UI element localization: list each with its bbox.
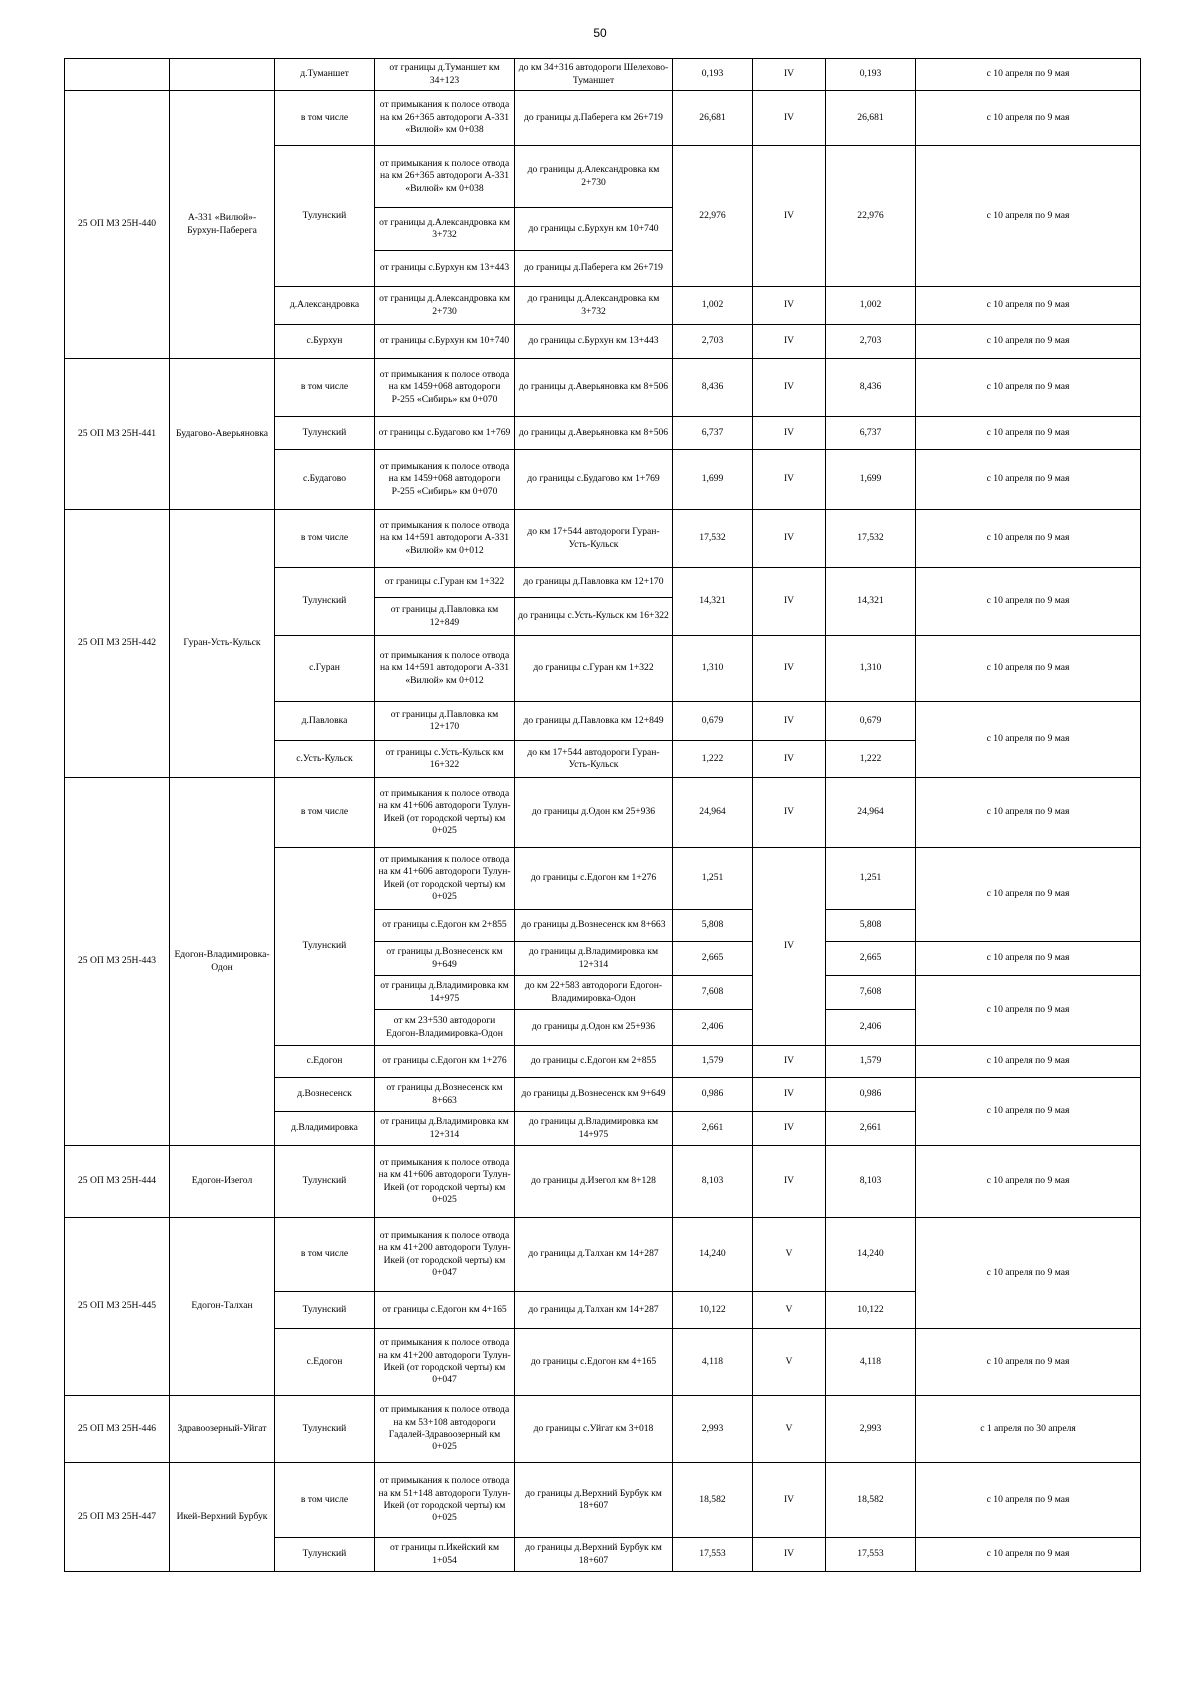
category-cell: IV bbox=[753, 1538, 826, 1572]
restricted-length-cell: 4,118 bbox=[826, 1329, 916, 1396]
from-cell: от примыкания к полосе отвода на км 1459+068 автодороги Р-255 «Сибирь» км 0+070 bbox=[375, 450, 515, 510]
section-cell: с.Бурхун bbox=[275, 325, 375, 359]
period-cell: с 10 апреля по 9 мая bbox=[916, 287, 1141, 325]
road-name-cell: Здравоозерный-Уйгат bbox=[170, 1396, 275, 1463]
section-cell: д.Павловка bbox=[275, 702, 375, 741]
period-cell: с 10 апреля по 9 мая bbox=[916, 1046, 1141, 1078]
restricted-length-cell: 1,002 bbox=[826, 287, 916, 325]
from-cell: от границы с.Бурхун км 10+740 bbox=[375, 325, 515, 359]
to-cell: до км 22+583 автодороги Едогон-Владимировка-Одон bbox=[515, 976, 673, 1010]
section-cell: д.Александровка bbox=[275, 287, 375, 325]
length-cell: 1,699 bbox=[673, 450, 753, 510]
length-cell: 24,964 bbox=[673, 778, 753, 848]
from-cell: от примыкания к полосе отвода на км 41+606 автодороги Тулун-Икей (от городской черты) км 0+025 bbox=[375, 848, 515, 910]
to-cell: до границы с.Бурхун км 13+443 bbox=[515, 325, 673, 359]
restricted-length-cell: 10,122 bbox=[826, 1292, 916, 1329]
period-cell: с 10 апреля по 9 мая bbox=[916, 146, 1141, 287]
category-cell: IV bbox=[753, 1463, 826, 1538]
from-cell: от примыкания к полосе отвода на км 41+606 автодороги Тулун-Икей (от городской черты) км 0+025 bbox=[375, 778, 515, 848]
restricted-length-cell: 8,103 bbox=[826, 1146, 916, 1218]
restricted-length-cell: 24,964 bbox=[826, 778, 916, 848]
to-cell: до границы д.Одон км 25+936 bbox=[515, 1010, 673, 1046]
from-cell: от границы д.Владимировка км 12+314 bbox=[375, 1112, 515, 1146]
period-cell: с 10 апреля по 9 мая bbox=[916, 91, 1141, 146]
restricted-length-cell: 2,661 bbox=[826, 1112, 916, 1146]
road-name-cell: Будагово-Аверьяновка bbox=[170, 359, 275, 510]
period-cell: с 10 апреля по 9 мая bbox=[916, 417, 1141, 450]
section-cell: Тулунский bbox=[275, 568, 375, 636]
road-code-cell: 25 ОП МЗ 25Н-440 bbox=[65, 91, 170, 359]
category-cell: IV bbox=[753, 146, 826, 287]
period-cell: с 10 апреля по 9 мая bbox=[916, 1538, 1141, 1572]
section-cell: Тулунский bbox=[275, 1146, 375, 1218]
period-cell: с 10 апреля по 9 мая bbox=[916, 59, 1141, 91]
to-cell: до границы д.Аверьяновка км 8+506 bbox=[515, 417, 673, 450]
length-cell: 14,321 bbox=[673, 568, 753, 636]
section-cell: Тулунский bbox=[275, 1292, 375, 1329]
road-name-cell: А-331 «Вилюй»-Бурхун-Паберега bbox=[170, 91, 275, 359]
category-cell: IV bbox=[753, 702, 826, 741]
length-cell: 1,222 bbox=[673, 741, 753, 778]
restricted-length-cell: 0,193 bbox=[826, 59, 916, 91]
restricted-length-cell: 26,681 bbox=[826, 91, 916, 146]
from-cell: от границы с.Едогон км 2+855 bbox=[375, 910, 515, 942]
from-cell: от границы д.Павловка км 12+170 bbox=[375, 702, 515, 741]
road-code-cell: 25 ОП МЗ 25Н-441 bbox=[65, 359, 170, 510]
from-cell: от границы д.Александровка км 2+730 bbox=[375, 287, 515, 325]
length-cell: 0,986 bbox=[673, 1078, 753, 1112]
from-cell: от границы д.Вознесенск км 9+649 bbox=[375, 942, 515, 976]
to-cell: до границы д.Аверьяновка км 8+506 bbox=[515, 359, 673, 417]
section-cell: с.Усть-Кульск bbox=[275, 741, 375, 778]
road-name-cell: Едогон-Изегол bbox=[170, 1146, 275, 1218]
to-cell: до границы д.Паберега км 26+719 bbox=[515, 251, 673, 287]
restricted-length-cell: 2,993 bbox=[826, 1396, 916, 1463]
to-cell: до границы д.Александровка км 3+732 bbox=[515, 287, 673, 325]
length-cell: 8,103 bbox=[673, 1146, 753, 1218]
length-cell: 1,579 bbox=[673, 1046, 753, 1078]
category-cell: V bbox=[753, 1292, 826, 1329]
length-cell: 26,681 bbox=[673, 91, 753, 146]
road-code-cell bbox=[65, 59, 170, 91]
road-table bbox=[64, 58, 1141, 1572]
period-cell: с 10 апреля по 9 мая bbox=[916, 702, 1141, 778]
from-cell: от границы с.Бурхун км 13+443 bbox=[375, 251, 515, 287]
category-cell: V bbox=[753, 1329, 826, 1396]
road-code-cell: 25 ОП МЗ 25Н-447 bbox=[65, 1463, 170, 1572]
from-cell: от примыкания к полосе отвода на км 14+591 автодороги А-331 «Вилюй» км 0+012 bbox=[375, 636, 515, 702]
road-code-cell: 25 ОП МЗ 25Н-444 bbox=[65, 1146, 170, 1218]
category-cell: IV bbox=[753, 59, 826, 91]
restricted-length-cell: 1,251 bbox=[826, 848, 916, 910]
to-cell: до границы с.Гуран км 1+322 bbox=[515, 636, 673, 702]
section-cell: с.Гуран bbox=[275, 636, 375, 702]
to-cell: до границы д.Павловка км 12+849 bbox=[515, 702, 673, 741]
category-cell: IV bbox=[753, 417, 826, 450]
from-cell: от примыкания к полосе отвода на км 26+365 автодороги А-331 «Вилюй» км 0+038 bbox=[375, 146, 515, 208]
road-code-cell: 25 ОП МЗ 25Н-442 bbox=[65, 510, 170, 778]
category-cell: IV bbox=[753, 568, 826, 636]
from-cell: от примыкания к полосе отвода на км 41+200 автодороги Тулун-Икей (от городской черты) км 0+047 bbox=[375, 1329, 515, 1396]
road-code-cell: 25 ОП МЗ 25Н-443 bbox=[65, 778, 170, 1146]
from-cell: от км 23+530 автодороги Едогон-Владимировка-Одон bbox=[375, 1010, 515, 1046]
from-cell: от границы с.Гуран км 1+322 bbox=[375, 568, 515, 598]
length-cell: 17,553 bbox=[673, 1538, 753, 1572]
from-cell: от примыкания к полосе отвода на км 26+365 автодороги А-331 «Вилюй» км 0+038 bbox=[375, 91, 515, 146]
length-cell: 2,661 bbox=[673, 1112, 753, 1146]
restricted-length-cell: 7,608 bbox=[826, 976, 916, 1010]
to-cell: до границы д.Талхан км 14+287 bbox=[515, 1218, 673, 1292]
to-cell: до границы д.Верхний Бурбук км 18+607 bbox=[515, 1463, 673, 1538]
period-cell: с 10 апреля по 9 мая bbox=[916, 325, 1141, 359]
table-row bbox=[65, 1396, 1141, 1463]
length-cell: 2,665 bbox=[673, 942, 753, 976]
to-cell: до границы с.Уйгат км 3+018 bbox=[515, 1396, 673, 1463]
section-cell: в том числе bbox=[275, 1463, 375, 1538]
to-cell: до границы д.Вознесенск км 8+663 bbox=[515, 910, 673, 942]
to-cell: до границы д.Владимировка км 12+314 bbox=[515, 942, 673, 976]
page-number: 50 bbox=[593, 26, 607, 40]
period-cell: с 10 апреля по 9 мая bbox=[916, 1329, 1141, 1396]
road-name-cell: Едогон-Талхан bbox=[170, 1218, 275, 1396]
table-row bbox=[65, 1463, 1141, 1538]
table-row bbox=[65, 1218, 1141, 1292]
to-cell: до границы с.Бурхун км 10+740 bbox=[515, 208, 673, 251]
length-cell: 8,436 bbox=[673, 359, 753, 417]
section-cell: в том числе bbox=[275, 510, 375, 568]
category-cell: IV bbox=[753, 1078, 826, 1112]
from-cell: от границы д.Павловка км 12+849 bbox=[375, 598, 515, 636]
restricted-length-cell: 18,582 bbox=[826, 1463, 916, 1538]
period-cell: с 10 апреля по 9 мая bbox=[916, 450, 1141, 510]
from-cell: от примыкания к полосе отвода на км 14+591 автодороги А-331 «Вилюй» км 0+012 bbox=[375, 510, 515, 568]
period-cell: с 10 апреля по 9 мая bbox=[916, 568, 1141, 636]
category-cell: IV bbox=[753, 510, 826, 568]
restricted-length-cell: 1,310 bbox=[826, 636, 916, 702]
length-cell: 7,608 bbox=[673, 976, 753, 1010]
restricted-length-cell: 6,737 bbox=[826, 417, 916, 450]
category-cell: IV bbox=[753, 1112, 826, 1146]
to-cell: до границы с.Едогон км 4+165 bbox=[515, 1329, 673, 1396]
category-cell: IV bbox=[753, 1046, 826, 1078]
road-code-cell: 25 ОП МЗ 25Н-446 bbox=[65, 1396, 170, 1463]
from-cell: от примыкания к полосе отвода на км 41+200 автодороги Тулун-Икей (от городской черты) км 0+047 bbox=[375, 1218, 515, 1292]
road-name-cell: Икей-Верхний Бурбук bbox=[170, 1463, 275, 1572]
section-cell: с.Едогон bbox=[275, 1329, 375, 1396]
restricted-length-cell: 0,679 bbox=[826, 702, 916, 741]
restricted-length-cell: 0,986 bbox=[826, 1078, 916, 1112]
category-cell: IV bbox=[753, 636, 826, 702]
period-cell: с 10 апреля по 9 мая bbox=[916, 848, 1141, 942]
category-cell: IV bbox=[753, 450, 826, 510]
table-row bbox=[65, 1146, 1141, 1218]
category-cell: IV bbox=[753, 91, 826, 146]
road-name-cell: Едогон-Владимировка-Одон bbox=[170, 778, 275, 1146]
road-code-cell: 25 ОП МЗ 25Н-445 bbox=[65, 1218, 170, 1396]
length-cell: 4,118 bbox=[673, 1329, 753, 1396]
category-cell: IV bbox=[753, 359, 826, 417]
restricted-length-cell: 2,665 bbox=[826, 942, 916, 976]
to-cell: до границы д.Паберега км 26+719 bbox=[515, 91, 673, 146]
length-cell: 14,240 bbox=[673, 1218, 753, 1292]
to-cell: до границы д.Вознесенск км 9+649 bbox=[515, 1078, 673, 1112]
restricted-length-cell: 22,976 bbox=[826, 146, 916, 287]
restricted-length-cell: 2,406 bbox=[826, 1010, 916, 1046]
restricted-length-cell: 1,222 bbox=[826, 741, 916, 778]
restricted-length-cell: 5,808 bbox=[826, 910, 916, 942]
from-cell: от примыкания к полосе отвода на км 41+606 автодороги Тулун-Икей (от городской черты) км 0+025 bbox=[375, 1146, 515, 1218]
to-cell: до границы д.Талхан км 14+287 bbox=[515, 1292, 673, 1329]
to-cell: до км 17+544 автодороги Гуран-Усть-Кульск bbox=[515, 741, 673, 778]
restricted-length-cell: 17,532 bbox=[826, 510, 916, 568]
restricted-length-cell: 14,321 bbox=[826, 568, 916, 636]
restricted-length-cell: 14,240 bbox=[826, 1218, 916, 1292]
category-cell: IV bbox=[753, 287, 826, 325]
section-cell: Тулунский bbox=[275, 417, 375, 450]
table-row bbox=[65, 510, 1141, 568]
category-cell: IV bbox=[753, 741, 826, 778]
section-cell: д.Владимировка bbox=[275, 1112, 375, 1146]
from-cell: от границы д.Александровка км 3+732 bbox=[375, 208, 515, 251]
section-cell: д.Туманшет bbox=[275, 59, 375, 91]
table-row bbox=[65, 91, 1141, 146]
to-cell: до границы с.Едогон км 2+855 bbox=[515, 1046, 673, 1078]
table-row bbox=[65, 59, 1141, 91]
section-cell: в том числе bbox=[275, 91, 375, 146]
period-cell: с 10 апреля по 9 мая bbox=[916, 778, 1141, 848]
period-cell: с 10 апреля по 9 мая bbox=[916, 510, 1141, 568]
period-cell: с 10 апреля по 9 мая bbox=[916, 1463, 1141, 1538]
length-cell: 1,251 bbox=[673, 848, 753, 910]
section-cell: д.Вознесенск bbox=[275, 1078, 375, 1112]
section-cell: Тулунский bbox=[275, 1396, 375, 1463]
to-cell: до границы с.Будагово км 1+769 bbox=[515, 450, 673, 510]
from-cell: от границы с.Будагово км 1+769 bbox=[375, 417, 515, 450]
restricted-length-cell: 17,553 bbox=[826, 1538, 916, 1572]
restricted-length-cell: 1,579 bbox=[826, 1046, 916, 1078]
section-cell: с.Едогон bbox=[275, 1046, 375, 1078]
section-cell: Тулунский bbox=[275, 1538, 375, 1572]
section-cell: в том числе bbox=[275, 778, 375, 848]
section-cell: Тулунский bbox=[275, 146, 375, 287]
from-cell: от примыкания к полосе отвода на км 53+108 автодороги Гадалей-Здравоозерный км 0+025 bbox=[375, 1396, 515, 1463]
from-cell: от границы д.Вознесенск км 8+663 bbox=[375, 1078, 515, 1112]
length-cell: 2,993 bbox=[673, 1396, 753, 1463]
to-cell: до границы д.Изегол км 8+128 bbox=[515, 1146, 673, 1218]
from-cell: от границы д.Владимировка км 14+975 bbox=[375, 976, 515, 1010]
length-cell: 18,582 bbox=[673, 1463, 753, 1538]
length-cell: 1,002 bbox=[673, 287, 753, 325]
period-cell: с 10 апреля по 9 мая bbox=[916, 942, 1141, 976]
period-cell: с 1 апреля по 30 апреля bbox=[916, 1396, 1141, 1463]
period-cell: с 10 апреля по 9 мая bbox=[916, 1218, 1141, 1329]
to-cell: до границы д.Верхний Бурбук км 18+607 bbox=[515, 1538, 673, 1572]
from-cell: от примыкания к полосе отвода на км 51+148 автодороги Тулун-Икей (от городской черты) км 0+025 bbox=[375, 1463, 515, 1538]
length-cell: 1,310 bbox=[673, 636, 753, 702]
section-cell: Тулунский bbox=[275, 848, 375, 1046]
to-cell: до км 17+544 автодороги Гуран-Усть-Кульск bbox=[515, 510, 673, 568]
restricted-length-cell: 2,703 bbox=[826, 325, 916, 359]
from-cell: от границы п.Икейский км 1+054 bbox=[375, 1538, 515, 1572]
to-cell: до км 34+316 автодороги Шелехово-Туманшет bbox=[515, 59, 673, 91]
length-cell: 10,122 bbox=[673, 1292, 753, 1329]
restricted-length-cell: 1,699 bbox=[826, 450, 916, 510]
section-cell: в том числе bbox=[275, 1218, 375, 1292]
category-cell: IV bbox=[753, 1146, 826, 1218]
length-cell: 0,679 bbox=[673, 702, 753, 741]
length-cell: 17,532 bbox=[673, 510, 753, 568]
to-cell: до границы д.Александровка км 2+730 bbox=[515, 146, 673, 208]
from-cell: от границы д.Туманшет км 34+123 bbox=[375, 59, 515, 91]
category-cell: V bbox=[753, 1396, 826, 1463]
length-cell: 2,703 bbox=[673, 325, 753, 359]
to-cell: до границы д.Одон км 25+936 bbox=[515, 778, 673, 848]
road-name-cell bbox=[170, 59, 275, 91]
from-cell: от границы с.Едогон км 1+276 bbox=[375, 1046, 515, 1078]
length-cell: 6,737 bbox=[673, 417, 753, 450]
period-cell: с 10 апреля по 9 мая bbox=[916, 636, 1141, 702]
length-cell: 5,808 bbox=[673, 910, 753, 942]
category-cell: IV bbox=[753, 848, 826, 1046]
length-cell: 0,193 bbox=[673, 59, 753, 91]
to-cell: до границы д.Павловка км 12+170 bbox=[515, 568, 673, 598]
period-cell: с 10 апреля по 9 мая bbox=[916, 976, 1141, 1046]
to-cell: до границы д.Владимировка км 14+975 bbox=[515, 1112, 673, 1146]
category-cell: IV bbox=[753, 325, 826, 359]
table-row bbox=[65, 778, 1141, 848]
road-name-cell: Гуран-Усть-Кульск bbox=[170, 510, 275, 778]
section-cell: с.Будагово bbox=[275, 450, 375, 510]
from-cell: от границы с.Едогон км 4+165 bbox=[375, 1292, 515, 1329]
from-cell: от границы с.Усть-Кульск км 16+322 bbox=[375, 741, 515, 778]
table-row bbox=[65, 359, 1141, 417]
category-cell: IV bbox=[753, 778, 826, 848]
section-cell: в том числе bbox=[275, 359, 375, 417]
period-cell: с 10 апреля по 9 мая bbox=[916, 359, 1141, 417]
from-cell: от примыкания к полосе отвода на км 1459+068 автодороги Р-255 «Сибирь» км 0+070 bbox=[375, 359, 515, 417]
length-cell: 2,406 bbox=[673, 1010, 753, 1046]
period-cell: с 10 апреля по 9 мая bbox=[916, 1078, 1141, 1146]
restricted-length-cell: 8,436 bbox=[826, 359, 916, 417]
length-cell: 22,976 bbox=[673, 146, 753, 287]
to-cell: до границы с.Едогон км 1+276 bbox=[515, 848, 673, 910]
category-cell: V bbox=[753, 1218, 826, 1292]
to-cell: до границы с.Усть-Кульск км 16+322 bbox=[515, 598, 673, 636]
period-cell: с 10 апреля по 9 мая bbox=[916, 1146, 1141, 1218]
